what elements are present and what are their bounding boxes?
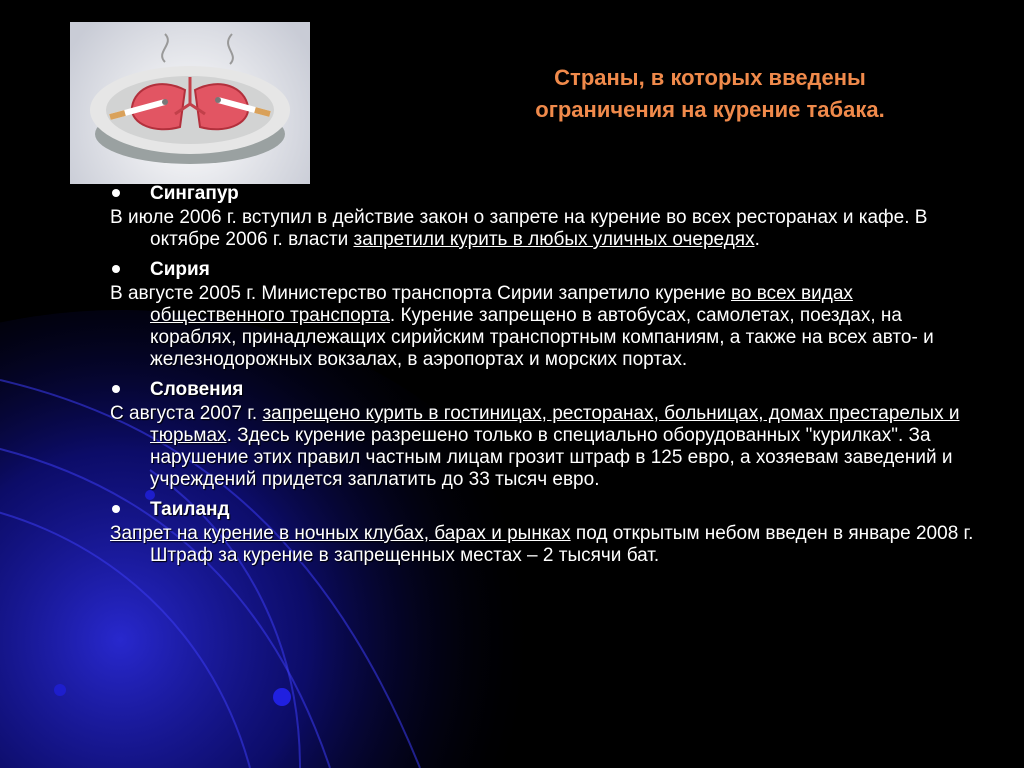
bullet-icon: [112, 385, 120, 393]
text-before: В июле 2006 г. вступил в действие закон о запрете на курение во всех ресторанах и кафе. В октябре 2006 г. власти: [110, 207, 928, 250]
country-text-thailand: [110, 523, 990, 567]
hyperlink-syria[interactable]: во всех видах общественного транспорта: [150, 283, 853, 326]
country-name: Словения: [150, 379, 244, 400]
country-name: Таиланд: [150, 499, 230, 520]
text-before: С августа 2007 г.: [110, 403, 263, 424]
title-line-1: Страны, в которых введены: [554, 65, 866, 90]
country-heading-singapore: [110, 181, 990, 204]
country-text-singapore: [110, 207, 990, 251]
hyperlink-singapore[interactable]: запретили курить в любых уличных очередях: [353, 229, 755, 250]
country-text-syria: [110, 283, 990, 371]
slide-body: [110, 181, 990, 573]
country-heading-syria: [110, 257, 990, 280]
bullet-icon: [112, 265, 120, 273]
title-line-2: ограничения на курение табака.: [535, 97, 885, 122]
text-after: под открытым небом введен в январе 2008 г. Штраф за курение в запрещенных местах – 2 тысячи бат.: [150, 523, 974, 566]
text-after: . Курение запрещено в автобусах, самолетах, поездах, на кораблях, принадлежащих сирийским транспортным компаниям, а также на всех авто- и железнодорожных вокзалах, в аэропортах и морских портах.: [150, 305, 934, 370]
country-heading-thailand: [110, 497, 990, 520]
ashtray-lungs-image: [70, 22, 310, 184]
hyperlink-thailand[interactable]: Запрет на курение в ночных клубах, барах и рынках: [110, 523, 571, 544]
text-after: . Здесь курение разрешено только в специально оборудованных "курилках". За нарушение этих правил частным лицам грозит штраф в 125 евро, а хозяевам заведений и учреждений придется заплатить до 33 тысяч евро.: [150, 425, 953, 490]
bullet-icon: [112, 189, 120, 197]
hyperlink-slovenia[interactable]: запрещено курить в гостиницах, ресторанах, больницах, домах престарелых и тюрьмах: [150, 403, 960, 446]
country-heading-slovenia: [110, 377, 990, 400]
text-after: .: [754, 229, 760, 250]
text-before: В августе 2005 г. Министерство транспорта Сирии запретило курение: [110, 283, 731, 304]
country-name: Сирия: [150, 259, 210, 280]
slide-title: [440, 62, 980, 126]
bullet-icon: [112, 505, 120, 513]
country-text-slovenia: [110, 403, 990, 491]
country-name: Сингапур: [150, 183, 239, 204]
